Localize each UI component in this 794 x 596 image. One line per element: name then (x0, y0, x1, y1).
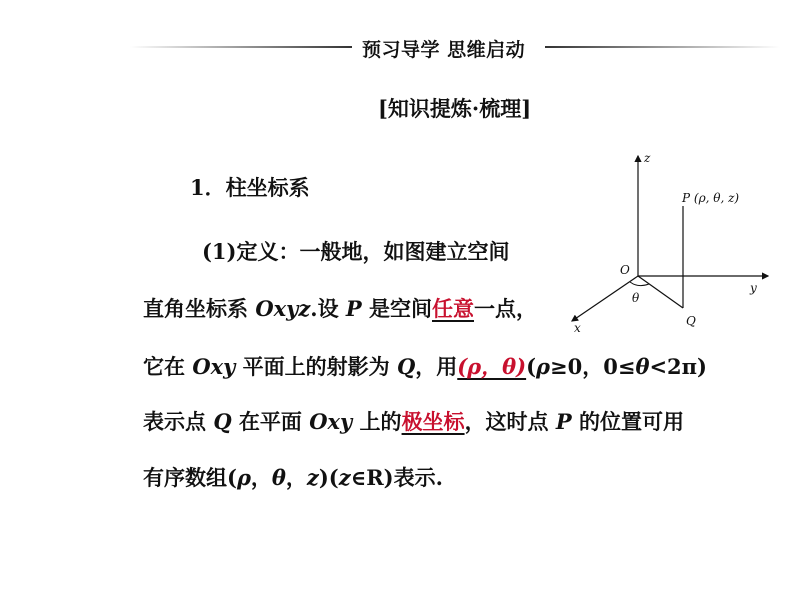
text: 表示点 (143, 409, 214, 434)
section-header (130, 30, 780, 64)
text: 是空间 (361, 296, 432, 321)
math-oxy: Oxy (192, 354, 236, 379)
text: 的位置可用 (571, 409, 684, 434)
text: ， (285, 465, 307, 490)
paragraph-line-5 (143, 462, 443, 492)
math-oxyz: Oxyz (255, 296, 311, 321)
math-q: Q (396, 354, 416, 379)
theta-label: θ (632, 291, 640, 305)
point-q-label: Q (686, 314, 696, 328)
answer-blank-polar-coords: 极坐标 (401, 409, 465, 434)
paragraph-line-1 (202, 236, 509, 266)
text: 有序数组( (143, 465, 237, 490)
header-title: 预习导学 思维启动 (362, 39, 526, 61)
math-oxy: Oxy (309, 409, 353, 434)
paragraph-line-4 (143, 406, 684, 436)
text: ， (250, 465, 272, 490)
math-z: z (338, 465, 351, 490)
point-p-label: P (ρ, θ, z) (682, 191, 740, 205)
math-theta: θ (635, 354, 650, 379)
math-p: P (345, 296, 362, 321)
text: .设 (310, 296, 346, 321)
text: 直角坐标系 (143, 296, 256, 321)
segment-oq (638, 276, 683, 308)
text: )( (318, 465, 339, 490)
origin-label: O (620, 263, 630, 277)
answer-blank-any: 任意 (432, 296, 474, 321)
header-rule-right (545, 46, 780, 48)
text: 一点， (474, 296, 537, 321)
z-axis-label: z (644, 151, 651, 165)
subsection-title: 1．柱坐标系 (190, 175, 310, 200)
math-q: Q (213, 409, 232, 434)
y-axis-label: y (750, 281, 757, 295)
x-axis (572, 276, 638, 321)
text: 它在 (143, 354, 193, 379)
theta-arc (630, 282, 649, 286)
text: ，用 (415, 354, 458, 379)
math-p: P (555, 409, 572, 434)
x-axis-label: x (574, 321, 581, 333)
text: (1)定义：一般地，如图建立空间 (202, 239, 510, 264)
math-z: z (306, 465, 319, 490)
text: ≥0，0≤ (550, 354, 636, 379)
section-title: [知识提炼·梳理] (378, 96, 532, 121)
text: ，这时点 (464, 409, 556, 434)
math-theta: θ (271, 465, 286, 490)
text: 平面上的射影为 (235, 354, 397, 379)
math-rho: ρ (236, 465, 251, 490)
answer-blank-polar: (ρ，θ) (457, 354, 527, 379)
text: 上的 (352, 409, 402, 434)
text: ( (526, 354, 537, 379)
header-rule-left (130, 46, 352, 48)
math-rho: ρ (536, 354, 551, 379)
paragraph-line-3 (143, 351, 707, 381)
text: 在平面 (231, 409, 310, 434)
cylindrical-coordinate-figure (560, 148, 780, 333)
text: ∈R)表示. (350, 465, 443, 490)
coordinate-diagram (560, 148, 780, 333)
text: <2π) (649, 354, 707, 379)
paragraph-line-2 (143, 293, 537, 323)
